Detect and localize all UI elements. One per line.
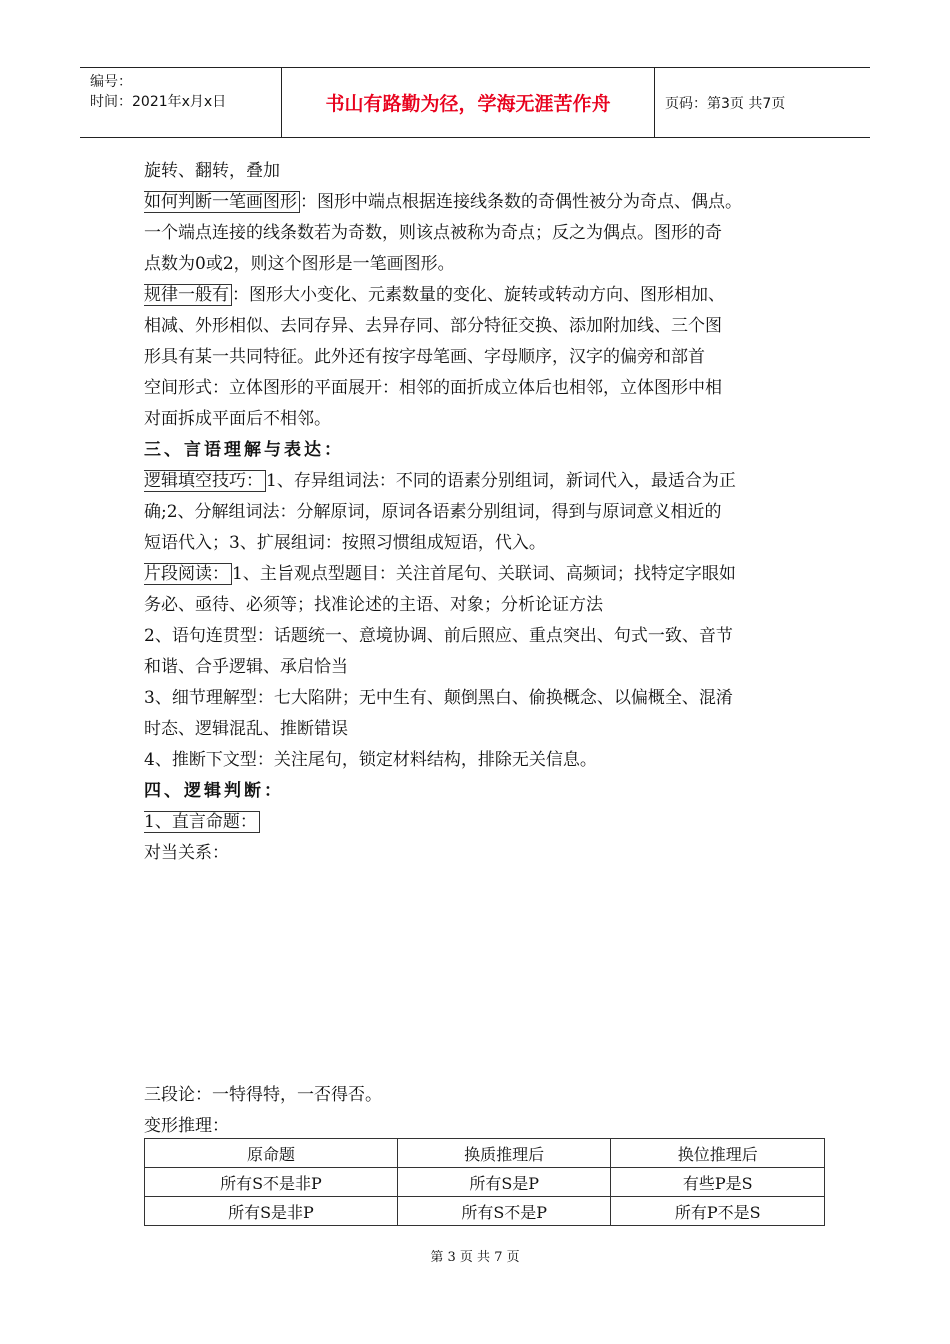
page-header — [80, 67, 870, 138]
text-line: 三段论：一特得特，一否得否。 — [144, 1085, 382, 1105]
text-line: 规律一般有 ：图形大小变化、元素数量的变化、旋转或转动方向、图形相加、 — [144, 280, 814, 311]
text-line: 3、细节理解型：七大陷阱；无中生有、颠倒黑白、偷换概念、以偏概全、混淆 — [144, 688, 733, 708]
boxed-term: 如何判断一笔画图形 — [144, 191, 300, 213]
text-line: 时态、逻辑混乱、推断错误 — [144, 719, 348, 739]
text-line: 相减、外形相似、去同存异、去异存同、部分特征交换、添加附加线、三个图 — [144, 316, 722, 336]
text-line: 一个端点连接的线条数若为奇数，则该点被称为奇点；反之为偶点。图形的奇 — [144, 223, 722, 243]
text-line: 空间形式：立体图形的平面展开：相邻的面折成立体后也相邻，立体图形中相 — [144, 378, 722, 398]
table-header-row — [145, 1139, 825, 1168]
table-cell: 所有S是非P — [145, 1197, 398, 1226]
table-header-cell: 换位推理后 — [611, 1139, 825, 1168]
table-cell: 所有S是P — [397, 1168, 611, 1197]
header-page-info: 页码：第3页 共7页 — [665, 95, 786, 112]
text-line: 点数为0或2，则这个图形是一笔画图形。 — [144, 254, 455, 274]
table-header-cell: 原命题 — [145, 1139, 398, 1168]
header-motto: 书山有路勤为径，学海无涯苦作舟 — [282, 68, 655, 137]
page-footer: 第 3 页 共 7 页 — [430, 1250, 520, 1265]
boxed-term: 1、直言命题： — [144, 811, 260, 833]
text-line: 片段阅读： 1、主旨观点型题目：关注首尾句、关联词、高频词；找特定字眼如 — [144, 559, 814, 590]
document-body — [144, 156, 814, 1142]
table-row — [145, 1168, 825, 1197]
table-cell: 所有S不是非P — [145, 1168, 398, 1197]
table-cell: 有些P是S — [611, 1168, 825, 1197]
text-line: 对当关系： — [144, 843, 229, 863]
boxed-term: 逻辑填空技巧： — [144, 470, 266, 492]
text-line: 务必、亟待、必须等；找准论述的主语、对象；分析论证方法 — [144, 595, 603, 615]
table-row — [145, 1197, 825, 1226]
text-line: 形具有某一共同特征。此外还有按字母笔画、字母顺序，汉字的偏旁和部首 — [144, 347, 705, 367]
boxed-term: 片段阅读： — [144, 563, 232, 585]
text-line: 确;2、分解组词法：分解原词，原词各语素分别组词，得到与原词意义相近的 — [144, 502, 722, 522]
table-header-cell: 换质推理后 — [397, 1139, 611, 1168]
text-line: 旋转、翻转，叠加 — [144, 161, 280, 181]
text-line: 变形推理： — [144, 1116, 229, 1136]
blank-figure-space — [144, 869, 814, 1080]
header-meta — [80, 68, 282, 137]
text-line: 4、推断下文型：关注尾句，锁定材料结构，排除无关信息。 — [144, 750, 597, 770]
text-line: 和谐、合乎逻辑、承启恰当 — [144, 657, 348, 677]
time-label: 时间：2021年x月x日 — [90, 94, 227, 110]
text-line: 如何判断一笔画图形 ：图形中端点根据连接线条数的奇偶性被分为奇点、偶点。 — [144, 187, 814, 218]
section-heading: 三、言语理解与表达： — [144, 440, 344, 460]
text-line: 逻辑填空技巧： 1、存异组词法：不同的语素分别组词，新词代入，最适合为正 — [144, 466, 814, 497]
text-line: 短语代入；3、扩展组词：按照习惯组成短语，代入。 — [144, 533, 546, 553]
table-cell: 所有S不是P — [397, 1197, 611, 1226]
text-line: 2、语句连贯型：话题统一、意境协调、前后照应、重点突出、句式一致、音节 — [144, 626, 733, 646]
section-heading: 四、逻辑判断： — [144, 781, 284, 801]
transformation-table — [144, 1138, 825, 1226]
boxed-term: 规律一般有 — [144, 284, 232, 306]
text-line: 对面拆成平面后不相邻。 — [144, 409, 331, 429]
text-line — [144, 807, 814, 838]
number-label: 编号： — [90, 74, 132, 90]
table-cell: 所有P不是S — [611, 1197, 825, 1226]
